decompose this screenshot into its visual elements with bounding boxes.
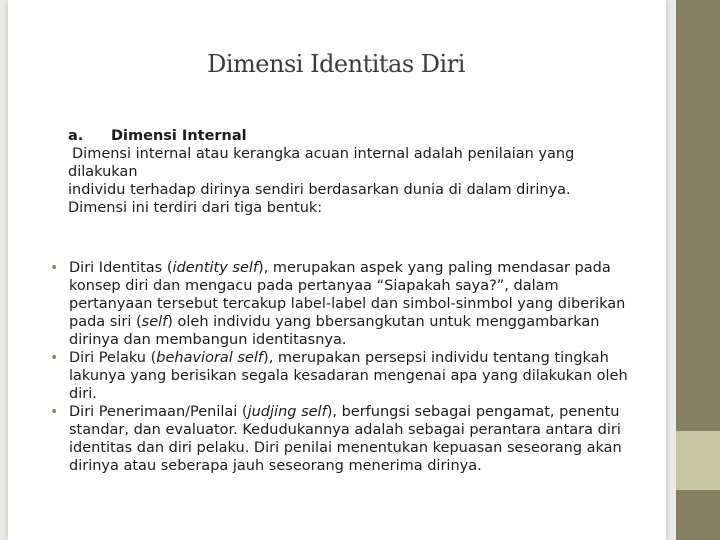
bullet-item — [50, 403, 645, 475]
section-line: Dimensi ini terdiri dari tiga bentuk: — [68, 200, 323, 216]
bullet-text: ), merupakan aspek yang paling mendasar pada konsep diri dan mengacu pada pertanyaa “Siapakah saya?”, dalam pertanyaan tersebut tercakup label-label dan simbol-sinmbol yang diberikan pada siri ( — [69, 260, 626, 330]
side-block-decoration — [676, 431, 720, 490]
bullet-italic: self — [141, 314, 168, 330]
bullet-item — [50, 349, 645, 403]
bullet-italic: identity self — [172, 260, 259, 276]
section-line: Dimensi internal atau kerangka acuan internal adalah penilaian yang — [72, 146, 575, 162]
bullet-text: Diri Identitas ( — [69, 260, 173, 276]
bullet-icon: • — [50, 404, 59, 420]
bullet-italic: behavioral self — [156, 350, 264, 366]
section-letter: a. — [68, 128, 84, 144]
bullet-list — [50, 259, 645, 475]
section-line: dilakukan — [68, 164, 138, 180]
bullet-text: ), berfungsi sebagai pengamat, penentu standar, dan evaluator. Kedudukannya adalah sebagai perantara antara diri identitas dan diri pelaku. Diri penilai menentukan kepuasan seseorang akan dirinya atau seberapa jauh seseorang menerima dirinya. — [69, 404, 622, 474]
section-line: individu terhadap dirinya sendiri berdasarkan dunia di dalam dirinya. — [68, 182, 571, 198]
bullet-icon: • — [50, 350, 59, 366]
slide-title: Dimensi Identitas Diri — [207, 50, 465, 78]
bullet-italic: judjing self — [247, 404, 327, 420]
section-heading-label: Dimensi Internal — [111, 128, 247, 144]
section-heading — [68, 127, 628, 145]
bullet-icon: • — [50, 260, 59, 276]
internal-section — [68, 127, 628, 217]
bullet-text: ), merupakan persepsi individu tentang tingkah lakunya yang berisikan segala kesadaran mengenai apa yang dilakukan oleh diri. — [69, 350, 628, 402]
bullet-text: Diri Penerimaan/Penilai ( — [69, 404, 248, 420]
bullet-item — [50, 259, 645, 349]
bullet-text: Diri Pelaku ( — [69, 350, 157, 366]
bullet-text: ) oleh individu yang bbersangkutan untuk menggambarkan dirinya dan membangun identitasnya. — [69, 314, 600, 348]
